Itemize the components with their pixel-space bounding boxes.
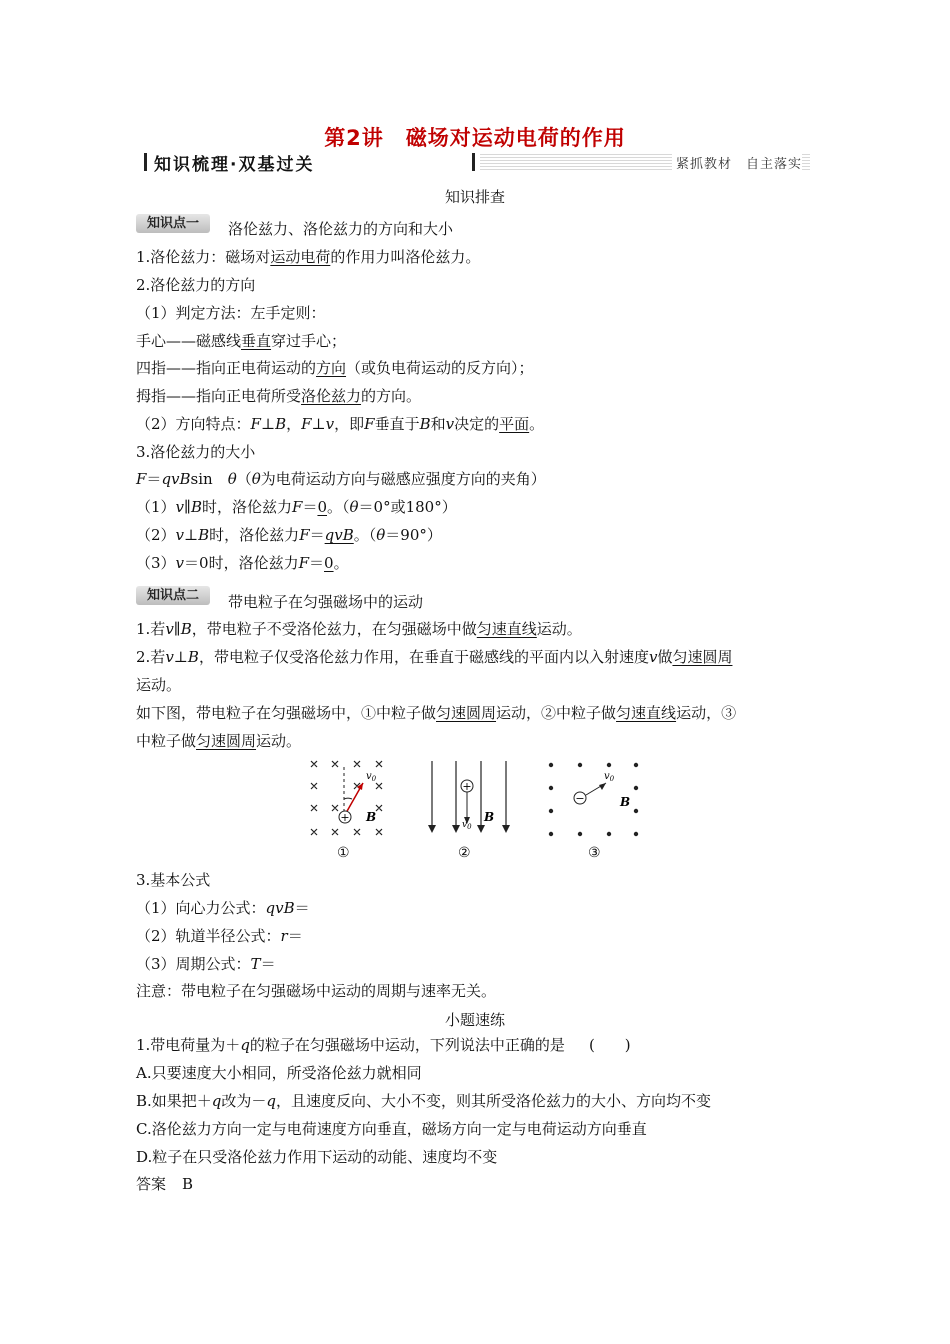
kp1-title: 洛伦兹力、洛伦兹力的方向和大小: [228, 220, 454, 238]
title-main: 磁场对运动电荷的作用: [405, 126, 626, 150]
velocity-label-1: $v_0$: [366, 771, 377, 783]
formula-line-2: （1）向心力公式：qvB＝: [136, 899, 310, 917]
kp1-line-5: 四指——指向正电荷运动的方向（或负电荷运动的反方向）；: [136, 359, 534, 377]
formula-line-3: （2）轨道半径公式：r＝: [136, 927, 303, 945]
charge-sign-2: +: [462, 780, 472, 793]
banner-section-label: 知识梳理·双基过关: [154, 155, 315, 175]
heading-practice: 小题速练: [444, 1011, 505, 1029]
kp1-line-10: （1）v∥B时，洛伦兹力F＝0。（θ＝0°或180°）: [136, 498, 457, 516]
page-title: [0, 122, 950, 152]
banner-bar-left: [144, 153, 147, 171]
kp1-badge: 知识点一: [136, 214, 210, 233]
kp1-line-12: （3）v＝0时，洛伦兹力F＝0。: [136, 554, 349, 572]
heading-knowledge: 知识排查: [444, 188, 505, 206]
kp1-line-7: （2）方向特点：F⊥B，F⊥v，即F垂直于B和v决定的平面。: [136, 415, 545, 433]
banner-tag: 紧抓教材 自主落实: [672, 153, 802, 172]
kp1-line-9: F＝qvBsin θ（θ为电荷运动方向与磁感应强度方向的夹角）: [136, 470, 546, 488]
answer: 答案 B: [136, 1175, 194, 1193]
kp2-badge: 知识点二: [136, 586, 210, 605]
velocity-label-2: $v_0$: [462, 820, 472, 831]
option-b: B.如果把＋q改为－q，且速度反向、大小不变，则其所受洛伦兹力的大小、方向均不变: [136, 1092, 712, 1110]
kp2-title: 带电粒子在匀强磁场中的运动: [228, 593, 424, 611]
kp2-line-5: 中粒子做匀速圆周运动。: [136, 732, 302, 750]
banner-bar-right: [472, 153, 475, 171]
kp1-line-6: 拇指——指向正电荷所受洛伦兹力的方向。: [136, 387, 422, 405]
velocity-arrowhead-3: [599, 783, 606, 790]
charge-sign-3: −: [575, 792, 585, 805]
section-banner: [144, 150, 810, 174]
kp1-line-2: 2.洛伦兹力的方向: [136, 276, 256, 294]
kp2-line-4: 如下图，带电粒子在匀强磁场中，①中粒子做匀速圆周运动，②中粒子做匀速直线运动，③: [136, 704, 737, 722]
kp1-line-4: 手心——磁感线垂直穿过手心；: [136, 332, 347, 350]
kp1-line-11: （2）v⊥B时，洛伦兹力F＝qvB。（θ＝90°）: [136, 526, 442, 544]
figure-3-label: ③: [588, 845, 601, 861]
angle-arc: [344, 798, 352, 799]
option-d: D.粒子在只受洛伦兹力作用下运动的动能、速度均不变: [136, 1148, 498, 1166]
option-a: A.只要速度大小相同，所受洛伦兹力就相同: [136, 1064, 422, 1082]
kp1-line-1: 1.洛伦兹力：磁场对运动电荷的作用力叫洛伦兹力。: [136, 248, 481, 266]
charge-sign-1: +: [340, 811, 350, 824]
title-prefix: 第2讲: [324, 126, 384, 150]
kp2-line-3: 运动。: [136, 676, 182, 694]
field-label-2: B: [484, 810, 495, 824]
kp2-line-1: 1.若v∥B，带电粒子不受洛伦兹力，在匀强磁场中做匀速直线运动。: [136, 620, 582, 638]
velocity-label-3: $v_0$: [604, 771, 615, 783]
formula-line-4: （3）周期公式：T＝: [136, 955, 276, 973]
field-label-3: B: [620, 795, 631, 809]
field-label-1: B: [366, 810, 377, 824]
question-stem: 1.带电荷量为＋q的粒子在匀强磁场中运动，下列说法中正确的是 ( ): [136, 1036, 631, 1054]
figure-1-label: ①: [337, 845, 350, 861]
figure-2-label: ②: [458, 845, 471, 861]
option-c: C.洛伦兹力方向一定与电荷速度方向垂直，磁场方向一定与电荷运动方向垂直: [136, 1120, 647, 1138]
kp1-line-3: （1）判定方法：左手定则：: [136, 304, 326, 322]
kp1-line-8: 3.洛伦兹力的大小: [136, 443, 256, 461]
kp2-line-2: 2.若v⊥B，带电粒子仅受洛伦兹力作用，在垂直于磁感线的平面内以入射速度v做匀速圆周: [136, 648, 733, 666]
formula-line-1: 3.基本公式: [136, 871, 211, 889]
figure-1-diagram: [300, 755, 400, 865]
formula-note: 注意：带电粒子在匀强磁场中运动的周期与速率无关。: [136, 982, 497, 1000]
